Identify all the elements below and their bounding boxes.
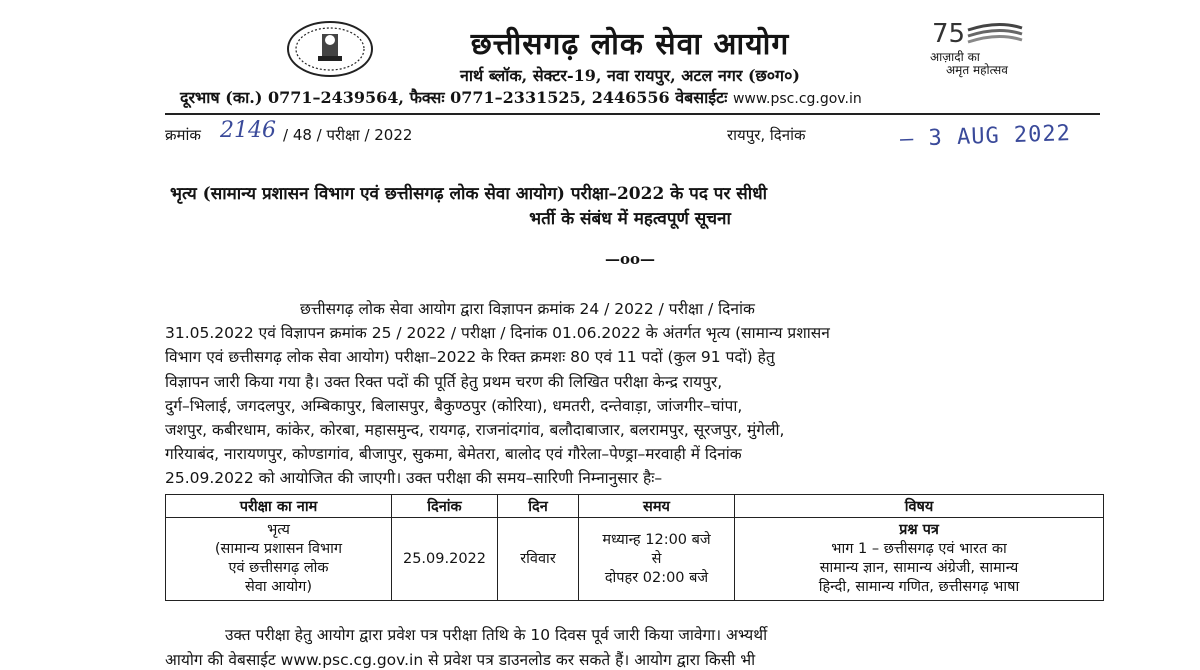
cell-time: मध्यान्ह 12:00 बजे से दोपहर 02:00 बजे xyxy=(579,518,735,601)
body-line: 31.05.2022 एवं विज्ञापन क्रमांक 25 / 2022 / परीक्षा / दिनांक 01.06.2022 के अंतर्गत भृत्य (सामान्य प्रशासन xyxy=(165,324,830,342)
exam-schedule-table xyxy=(165,494,1104,601)
body-line: विभाग एवं छत्तीसगढ़ लोक सेवा आयोग) परीक्षा–2022 के रिक्त क्रमशः 80 एवं 11 पदों (कुल 91 पदों) हेतु xyxy=(165,348,775,366)
government-emblem-seal xyxy=(286,20,374,78)
date-stamp: – 3 AUG 2022 xyxy=(899,121,1072,152)
reference-label: क्रमांक xyxy=(165,126,201,144)
azadi-logo-line2: अमृत महोत्सव xyxy=(946,63,1008,77)
header-divider xyxy=(165,113,1100,115)
reference-number-handwritten: 2146 xyxy=(220,118,276,143)
col-header-day: दिन xyxy=(498,495,579,518)
col-header-subject: विषय xyxy=(735,495,1104,518)
table-row xyxy=(166,518,1104,601)
body-line: 25.09.2022 को आयोजित की जाएगी। उक्त परीक्षा की समय–सारिणी निम्नानुसार हैः– xyxy=(165,469,663,487)
col-header-date: दिनांक xyxy=(392,495,498,518)
table-header-row xyxy=(166,495,1104,518)
reference-code: / 48 / परीक्षा / 2022 xyxy=(283,126,413,144)
contact-phone-fax: दूरभाष (का.) 0771–2439564, फैक्सः 0771–2331525, 2446556 वेबसाईटः xyxy=(180,88,733,107)
place-date-label: रायपुर, दिनांक xyxy=(727,126,806,144)
footer-line: उक्त परीक्षा हेतु आयोग द्वारा प्रवेश पत्र परीक्षा तिथि के 10 दिवस पूर्व जारी किया जावेगा। अभ्यर्थी xyxy=(225,626,768,644)
body-line: विज्ञापन जारी किया गया है। उक्त रिक्त पदों की पूर्ति हेतु प्रथम चरण की लिखित परीक्षा केन्द्र रायपुर, xyxy=(165,373,723,391)
website-link[interactable]: www.psc.cg.gov.in xyxy=(732,91,862,107)
organization-title: छत्तीसगढ़ लोक सेवा आयोग xyxy=(470,27,790,62)
cell-subject: प्रश्न पत्र भाग 1 – छत्तीसगढ़ एवं भारत का सामान्य ज्ञान, सामान्य अंग्रेजी, सामान्य हिन्दी, सामान्य गणित, छत्तीसगढ़ भाषा xyxy=(735,518,1104,601)
contact-line xyxy=(180,86,1080,108)
section-separator: —oo— xyxy=(604,250,655,268)
cell-day: रविवार xyxy=(498,518,579,601)
azadi-logo-line1: आज़ादी का xyxy=(930,50,980,64)
cell-date: 25.09.2022 xyxy=(392,518,498,601)
notice-subject-line1: भृत्य (सामान्य प्रशासन विभाग एवं छत्तीसगढ़ लोक सेवा आयोग) परीक्षा–2022 के पद पर सीधी xyxy=(170,184,768,204)
col-header-time: समय xyxy=(579,495,735,518)
body-line: छत्तीसगढ़ लोक सेवा आयोग द्वारा विज्ञापन क्रमांक 24 / 2022 / परीक्षा / दिनांक xyxy=(300,300,755,318)
azadi-logo-number: 75 xyxy=(932,19,966,49)
footer-line: आयोग की वेबसाईट www.psc.cg.gov.in से प्रवेश पत्र डाउनलोड कर सकते हैं। आयोग द्वारा किसी भी xyxy=(165,651,756,669)
body-line: गरियाबंद, नारायणपुर, कोण्डागांव, बीजापुर, सुकमा, बेमेतरा, बालोद एवं गौरेला–पेण्ड्रा–मरवाही में दिनांक xyxy=(165,445,742,463)
body-line: जशपुर, कबीरधाम, कांकेर, कोरबा, महासमुन्द, रायगढ़, राजनांदगांव, बलौदाबाजार, बलरामपुर, सूरजपुर, मुंगेली, xyxy=(165,421,785,439)
body-line: दुर्ग–भिलाई, जगदलपुर, अम्बिकापुर, बिलासपुर, बैकुण्ठपुर (कोरिया), धमतरी, दन्तेवाड़ा, जांजगीर–चांपा, xyxy=(165,397,743,415)
col-header-exam-name: परीक्षा का नाम xyxy=(166,495,392,518)
notice-subject-line2: भर्ती के संबंध में महत्वपूर्ण सूचना xyxy=(529,209,731,229)
organization-address: नार्थ ब्लॉक, सेक्टर-19, नवा रायपुर, अटल नगर (छ०ग०) xyxy=(460,66,800,85)
cell-exam-name: भृत्य (सामान्य प्रशासन विभाग एवं छत्तीसगढ़ लोक सेवा आयोग) xyxy=(166,518,392,601)
